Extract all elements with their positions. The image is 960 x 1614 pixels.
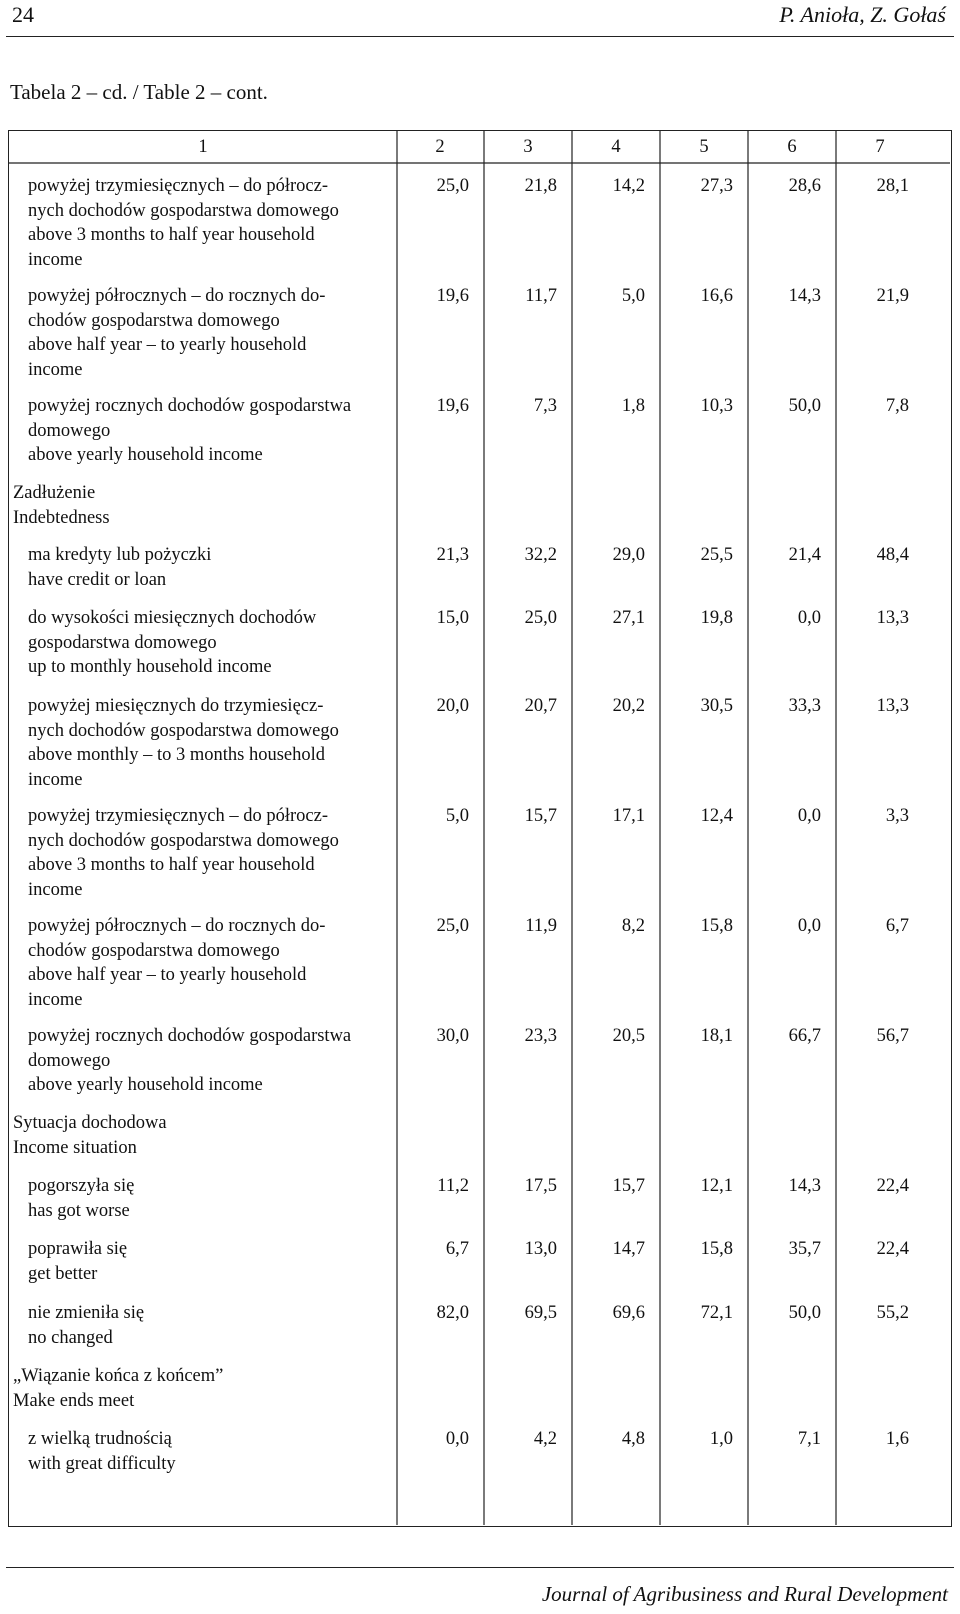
table-cell: 11,7 (525, 286, 557, 306)
row-label: powyżej rocznych dochodów gospodarstwa domowego above yearly household income (28, 396, 352, 465)
data-table (8, 130, 952, 1527)
table-cell: 35,7 (788, 1239, 821, 1259)
column-header-7: 7 (875, 137, 885, 157)
table-cell: 33,3 (788, 696, 821, 716)
table-cell: 4,2 (533, 1429, 557, 1449)
running-authors: P. Anioła, Z. Gołaś (779, 2, 946, 27)
table-cell: 14,3 (788, 1176, 821, 1196)
table-cell: 0,0 (797, 916, 821, 936)
table-cell: 25,0 (436, 176, 469, 196)
table-cell: 15,0 (436, 608, 469, 628)
table-cell: 11,9 (525, 916, 557, 936)
section-label: „Wiązanie końca z końcem” Make ends meet (13, 1366, 224, 1411)
table-cell: 13,3 (876, 696, 909, 716)
table-cell: 21,4 (788, 545, 821, 565)
table-cell: 13,0 (524, 1239, 557, 1259)
row-label: pogorszyła się has got worse (28, 1176, 135, 1221)
table-cell: 17,1 (612, 806, 645, 826)
table-cell: 4,8 (621, 1429, 645, 1449)
table-cell: 55,2 (876, 1303, 909, 1323)
table-cell: 0,0 (797, 806, 821, 826)
table-cell: 72,1 (700, 1303, 733, 1323)
table-cell: 69,5 (524, 1303, 557, 1323)
table-cell: 22,4 (876, 1176, 909, 1196)
footer-rule (6, 1567, 954, 1568)
table-cell: 19,6 (436, 396, 469, 416)
table-cell: 10,3 (700, 396, 733, 416)
table-cell: 48,4 (876, 545, 909, 565)
table-cell: 19,8 (700, 608, 733, 628)
table-cell: 17,5 (524, 1176, 557, 1196)
table-cell: 7,1 (797, 1429, 821, 1449)
table-cell: 21,8 (524, 176, 557, 196)
table-cell: 28,6 (788, 176, 821, 196)
table-cell: 15,7 (524, 806, 557, 826)
table-cell: 21,3 (436, 545, 469, 565)
table-cell: 18,1 (700, 1026, 733, 1046)
table-cell: 20,0 (436, 696, 469, 716)
table-cell: 82,0 (436, 1303, 469, 1323)
table-cell: 5,0 (621, 286, 645, 306)
table-cell: 25,0 (524, 608, 557, 628)
page-number: 24 (12, 2, 34, 27)
row-label: powyżej półrocznych – do rocznych do- chodów gospodarstwa domowego above half year – to yearly household income (28, 286, 326, 380)
table-cell: 6,7 (885, 916, 909, 936)
table-cell: 0,0 (445, 1429, 469, 1449)
table-cell: 5,0 (445, 806, 469, 826)
table-cell: 66,7 (788, 1026, 821, 1046)
table-cell: 21,9 (876, 286, 909, 306)
row-label: powyżej trzymiesięcznych – do półrocz- nych dochodów gospodarstwa domowego above 3 months to half year household income (28, 806, 339, 900)
table-cell: 22,4 (876, 1239, 909, 1259)
row-label: ma kredyty lub pożyczki have credit or loan (28, 545, 212, 590)
row-label: powyżej trzymiesięcznych – do półrocz- nych dochodów gospodarstwa domowego above 3 months to half year household income (28, 176, 339, 270)
table-cell: 27,3 (700, 176, 733, 196)
column-header-3: 3 (523, 137, 533, 157)
table-cell: 11,2 (437, 1176, 469, 1196)
table-cell: 12,1 (700, 1176, 733, 1196)
table-cell: 69,6 (612, 1303, 645, 1323)
row-label: powyżej rocznych dochodów gospodarstwa domowego above yearly household income (28, 1026, 352, 1095)
page-header (6, 0, 954, 37)
row-label: powyżej miesięcznych do trzymiesięcz- nych dochodów gospodarstwa domowego above monthly – to 3 months household income (28, 696, 339, 790)
table-cell: 0,0 (797, 608, 821, 628)
table-cell: 1,8 (621, 396, 645, 416)
table-cell: 30,0 (436, 1026, 469, 1046)
table-cell: 29,0 (612, 545, 645, 565)
table-cell: 15,7 (612, 1176, 645, 1196)
table-cell: 23,3 (524, 1026, 557, 1046)
row-label: poprawiła się get better (28, 1239, 128, 1284)
column-header-6: 6 (787, 137, 797, 157)
table-cell: 14,3 (788, 286, 821, 306)
table-cell: 16,6 (700, 286, 733, 306)
table-cell: 7,3 (533, 396, 557, 416)
table-cell: 27,1 (612, 608, 645, 628)
table-cell: 14,2 (612, 176, 645, 196)
table-cell: 50,0 (788, 396, 821, 416)
column-header-4: 4 (611, 137, 621, 157)
column-header-2: 2 (435, 137, 445, 157)
row-label: do wysokości miesięcznych dochodów gospodarstwa domowego up to monthly household income (28, 608, 317, 677)
table-cell: 6,7 (445, 1239, 469, 1259)
column-header-1: 1 (198, 137, 208, 157)
section-label: Sytuacja dochodowa Income situation (13, 1113, 167, 1158)
table-cell: 50,0 (788, 1303, 821, 1323)
table-cell: 1,0 (709, 1429, 733, 1449)
table-cell: 15,8 (700, 916, 733, 936)
table-cell: 56,7 (876, 1026, 909, 1046)
table-cell: 15,8 (700, 1239, 733, 1259)
table-cell: 20,5 (612, 1026, 645, 1046)
table-cell: 3,3 (885, 806, 909, 826)
table-cell: 13,3 (876, 608, 909, 628)
section-label: Zadłużenie Indebtedness (13, 483, 110, 528)
table-cell: 8,2 (621, 916, 645, 936)
table-cell: 30,5 (700, 696, 733, 716)
table-cell: 25,0 (436, 916, 469, 936)
column-header-5: 5 (699, 137, 709, 157)
row-label: z wielką trudnością with great difficulty (28, 1429, 176, 1474)
table-caption: Tabela 2 – cd. / Table 2 – cont. (10, 80, 268, 104)
row-label: nie zmieniła się no changed (28, 1303, 145, 1348)
table-cell: 20,7 (524, 696, 557, 716)
table-cell: 1,6 (885, 1429, 909, 1449)
table-cell: 12,4 (700, 806, 733, 826)
table-cell: 14,7 (612, 1239, 645, 1259)
row-label: powyżej półrocznych – do rocznych do- chodów gospodarstwa domowego above half year – to yearly household income (28, 916, 326, 1010)
table-cell: 19,6 (436, 286, 469, 306)
table-cell: 25,5 (700, 545, 733, 565)
table-cell: 20,2 (612, 696, 645, 716)
table-cell: 7,8 (885, 396, 909, 416)
table-cell: 32,2 (524, 545, 557, 565)
table-cell: 28,1 (876, 176, 909, 196)
journal-name: Journal of Agribusiness and Rural Development (541, 1582, 948, 1606)
